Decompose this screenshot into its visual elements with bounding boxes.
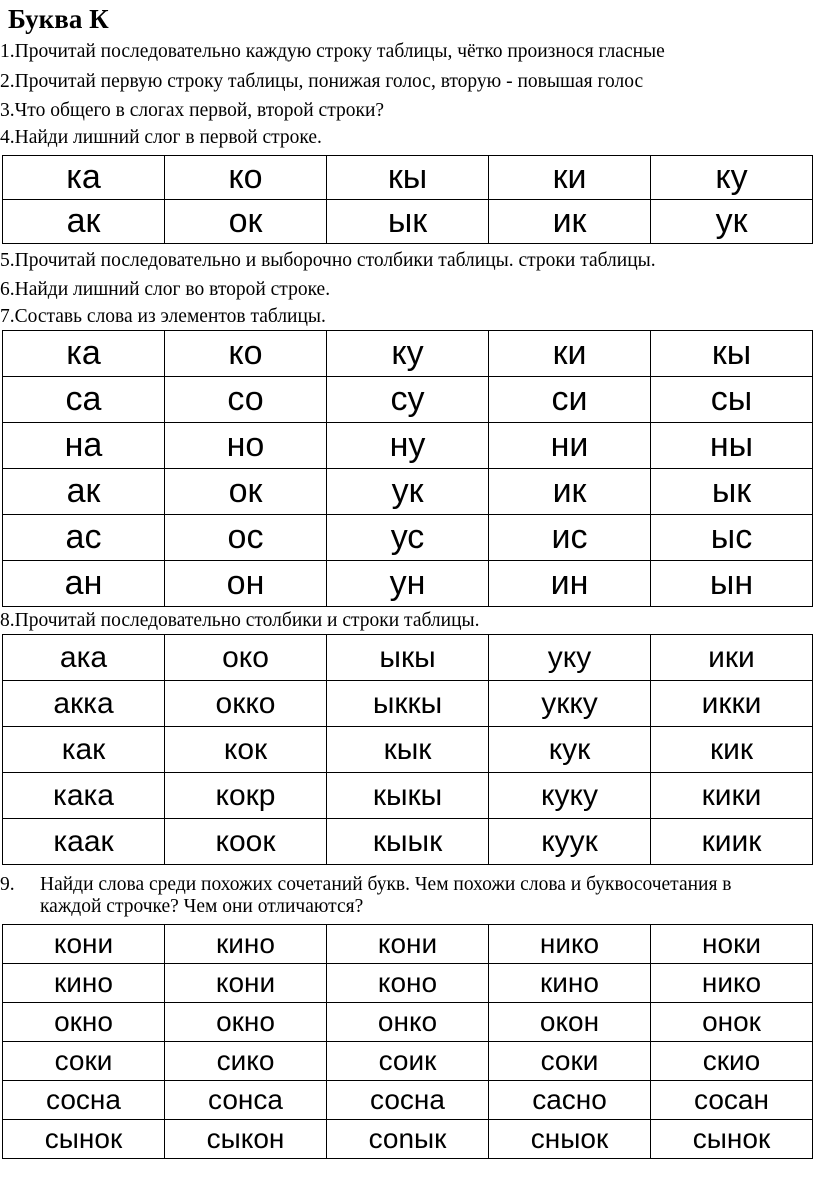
table-cell: ики [651, 635, 813, 681]
table-cell: кони [165, 964, 327, 1003]
table-cell: киик [651, 819, 813, 865]
table-row [3, 925, 813, 964]
table-row [3, 964, 813, 1003]
table-cell: кони [327, 925, 489, 964]
table-cell: ун [327, 561, 489, 607]
table-cell: ака [3, 635, 165, 681]
table-cell: ок [165, 469, 327, 515]
table-cell: ос [165, 515, 327, 561]
table-cell: кино [165, 925, 327, 964]
table-row [3, 156, 813, 200]
table-row [3, 469, 813, 515]
table-cell: кы [327, 156, 489, 200]
table-cell: но [165, 423, 327, 469]
table-cell: сныок [489, 1120, 651, 1159]
instruction-number: 8. [0, 610, 15, 631]
table-cell: сосна [3, 1081, 165, 1120]
table-cell: укку [489, 681, 651, 727]
table-cell: ко [165, 331, 327, 377]
table-cell: онко [327, 1003, 489, 1042]
table-cell: сынок [3, 1120, 165, 1159]
table-cell: ки [489, 156, 651, 200]
table-cell: сынок [651, 1120, 813, 1159]
instruction-number: 4. [0, 127, 15, 148]
table-cell: соик [327, 1042, 489, 1081]
table-cell: кокр [165, 773, 327, 819]
table-row [3, 423, 813, 469]
table-cell: ук [327, 469, 489, 515]
table-row [3, 377, 813, 423]
table-cell: соки [489, 1042, 651, 1081]
table-cell: ки [489, 331, 651, 377]
table-cell: кыкы [327, 773, 489, 819]
instruction-line [0, 278, 330, 302]
table-row [3, 561, 813, 607]
table-cell: сико [165, 1042, 327, 1081]
instruction-line [0, 70, 643, 94]
table-cell: ка [3, 156, 165, 200]
table-cell: ни [489, 423, 651, 469]
instruction-line [0, 99, 384, 123]
instruction-text: Прочитай последовательно столбики и строки таблицы. [14, 610, 480, 631]
table-cell: си [489, 377, 651, 423]
table-cell: кино [3, 964, 165, 1003]
table-cell: со [165, 377, 327, 423]
table-cell: сасно [489, 1081, 651, 1120]
instruction-text: Найди лишний слог в первой строке. [14, 127, 322, 148]
table-cell: ас [3, 515, 165, 561]
table-cell: сонса [165, 1081, 327, 1120]
table-cell: ну [327, 423, 489, 469]
instruction-text: Прочитай последовательно каждую строку таблицы, чётко произнося гласные [14, 41, 665, 62]
instruction-number: 2. [0, 71, 15, 92]
table-cell: ык [651, 469, 813, 515]
table-row [3, 1120, 813, 1159]
instruction-number: 9. [0, 874, 15, 895]
table-cell: окно [3, 1003, 165, 1042]
table-cell: коно [327, 964, 489, 1003]
instruction-line [0, 126, 322, 150]
table-cell: уку [489, 635, 651, 681]
table-cell: окно [165, 1003, 327, 1042]
table-cell: окко [165, 681, 327, 727]
table-cell: са [3, 377, 165, 423]
table-cell: ка [3, 331, 165, 377]
table-cell: ан [3, 561, 165, 607]
table-cell: куук [489, 819, 651, 865]
instruction-text: Найди слова среди похожих сочетаний букв. Чем похожи слова и буквосочетания в каждой строчке? Чем они отличаются? [40, 874, 732, 917]
instruction-number: 3. [0, 100, 15, 121]
table-cell: ак [3, 469, 165, 515]
instruction-text: Прочитай последовательно и выборочно столбики таблицы. строки таблицы. [14, 250, 656, 271]
table-cell: ок [165, 200, 327, 244]
table-row [3, 331, 813, 377]
instruction-line [0, 305, 326, 329]
table-cell: сыкон [165, 1120, 327, 1159]
table-row [3, 681, 813, 727]
table-row [3, 200, 813, 244]
table-row [3, 773, 813, 819]
instruction-text: Прочитай первую строку таблицы, понижая голос, вторую - повышая голос [14, 71, 644, 92]
table-cell: соки [3, 1042, 165, 1081]
table-cell: ин [489, 561, 651, 607]
table-cell: ны [651, 423, 813, 469]
table-row [3, 1003, 813, 1042]
table-cell: сы [651, 377, 813, 423]
table-cell: акка [3, 681, 165, 727]
table-cell: сосан [651, 1081, 813, 1120]
table-cell: су [327, 377, 489, 423]
table-cell: соnык [327, 1120, 489, 1159]
table-row [3, 1081, 813, 1120]
syllable-table-2 [2, 330, 813, 607]
table-cell: ук [651, 200, 813, 244]
instruction-number: 1. [0, 41, 15, 62]
table-cell: ыккы [327, 681, 489, 727]
table-cell: ку [327, 331, 489, 377]
table-cell: кыык [327, 819, 489, 865]
table-cell: ко [165, 156, 327, 200]
syllable-table-3 [2, 634, 813, 865]
table-row [3, 635, 813, 681]
page-title: Буква К [8, 4, 109, 34]
table-cell: на [3, 423, 165, 469]
table-cell: ус [327, 515, 489, 561]
table-cell: ик [489, 469, 651, 515]
instruction-number: 5. [0, 250, 15, 271]
table-cell: нико [651, 964, 813, 1003]
table-cell: кики [651, 773, 813, 819]
table-cell: коок [165, 819, 327, 865]
instruction-line [0, 609, 479, 633]
table-cell: как [3, 727, 165, 773]
table-cell: ноки [651, 925, 813, 964]
table-cell: каак [3, 819, 165, 865]
table-row [3, 1042, 813, 1081]
instruction-line [0, 40, 665, 64]
table-cell: он [165, 561, 327, 607]
table-cell: кони [3, 925, 165, 964]
table-cell: кык [327, 727, 489, 773]
table-cell: кы [651, 331, 813, 377]
table-cell: ку [651, 156, 813, 200]
table-cell: ык [327, 200, 489, 244]
table-row [3, 819, 813, 865]
word-table-4 [2, 924, 813, 1159]
table-cell: скио [651, 1042, 813, 1081]
table-cell: ыкы [327, 635, 489, 681]
instruction-line [0, 249, 656, 273]
table-cell: око [165, 635, 327, 681]
syllable-table-1 [2, 155, 813, 244]
table-cell: ис [489, 515, 651, 561]
table-row [3, 727, 813, 773]
table-cell: кук [489, 727, 651, 773]
table-cell: икки [651, 681, 813, 727]
table-cell: ак [3, 200, 165, 244]
table-cell: онок [651, 1003, 813, 1042]
table-row [3, 515, 813, 561]
table-cell: ик [489, 200, 651, 244]
instruction-text: Составь слова из элементов таблицы. [14, 306, 326, 327]
table-cell: ын [651, 561, 813, 607]
table-cell: сосна [327, 1081, 489, 1120]
table-cell: окон [489, 1003, 651, 1042]
table-cell: кака [3, 773, 165, 819]
instruction-text: Что общего в слогах первой, второй строки? [14, 100, 385, 121]
instruction-text: Найди лишний слог во второй строке. [14, 279, 331, 300]
instruction-number: 7. [0, 306, 15, 327]
table-cell: кик [651, 727, 813, 773]
table-cell: куку [489, 773, 651, 819]
instruction-number: 6. [0, 279, 15, 300]
table-cell: кок [165, 727, 327, 773]
table-cell: ыс [651, 515, 813, 561]
table-cell: кино [489, 964, 651, 1003]
table-cell: нико [489, 925, 651, 964]
